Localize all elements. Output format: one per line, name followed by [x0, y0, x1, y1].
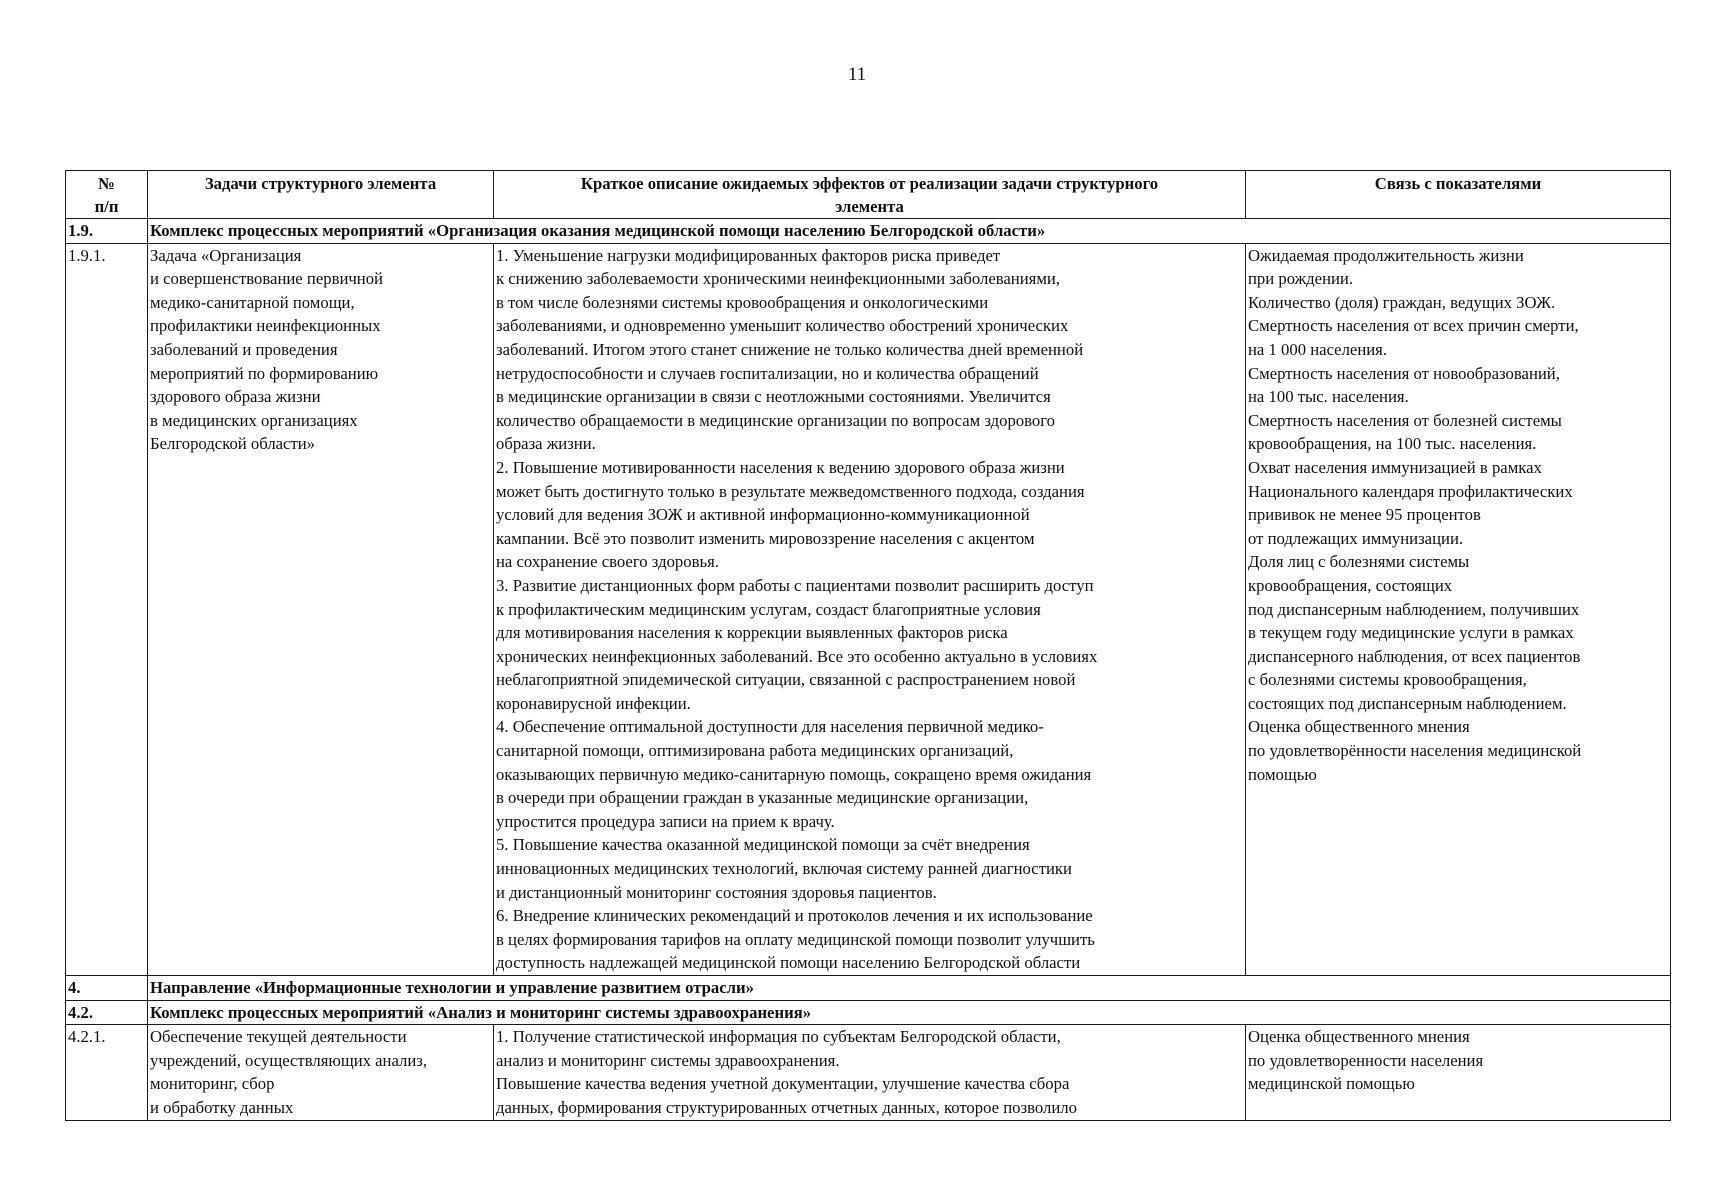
cell-text-line: 1. Получение статистической информация по субъектам Белгородской области,: [496, 1027, 1061, 1047]
cell-text-line: при рождении.: [1248, 269, 1354, 289]
cell-text-line: в том числе болезнями системы кровообращения и онкологическими: [496, 292, 989, 312]
cell-text-line: мероприятий по формированию: [150, 363, 379, 383]
cell-text-line: с болезнями системы кровообращения,: [1248, 670, 1527, 690]
cell-text-line: заболеваний и проведения: [150, 339, 338, 359]
cell-text-line: в медицинские организации в связи с неотложными состояниями. Увеличится: [496, 387, 1051, 407]
cell-text-line: прививок не менее 95 процентов: [1248, 505, 1481, 525]
cell-text-line: к снижению заболеваемости хроническими неинфекционными заболеваниями,: [496, 269, 1060, 289]
cell-text-line: санитарной помощи, оптимизирована работа медицинских организаций,: [496, 741, 1014, 761]
cell-text-line: инновационных медицинских технологий, включая систему ранней диагностики: [496, 859, 1072, 879]
cell-text-line: 3. Развитие дистанционных форм работы с пациентами позволит расширить доступ: [496, 575, 1094, 595]
cell-text-line: по удовлетворённости населения медицинской: [1248, 741, 1582, 761]
cell-text-line: коронавирусной инфекции.: [496, 693, 691, 713]
task-cell: [148, 243, 494, 975]
cell-text-line: учреждений, осуществляющих анализ,: [150, 1050, 428, 1070]
cell-text-line: Количество (доля) граждан, ведущих ЗОЖ.: [1248, 292, 1556, 312]
cell-text-line: заболеваний. Итогом этого станет снижение не только количества дней временной: [496, 339, 1084, 359]
section-number: 4.2.: [66, 1000, 148, 1025]
cell-text-line: по удовлетворенности населения: [1248, 1050, 1484, 1070]
cell-text-line: 6. Внедрение клинических рекомендаций и протоколов лечения и их использование: [496, 906, 1093, 926]
cell-text-line: состоящих под диспансерным наблюдением.: [1248, 693, 1567, 713]
cell-text-line: Смертность населения от новообразований,: [1248, 363, 1560, 383]
cell-text-line: мониторинг, сбор: [150, 1074, 275, 1094]
cell-text-line: неблагоприятной эпидемической ситуации, связанной с распространением новой: [496, 670, 1076, 690]
section-title: Комплекс процессных мероприятий «Анализ и мониторинг системы здравоохранения»: [148, 1000, 1671, 1025]
cell-text-line: медицинской помощью: [1248, 1074, 1415, 1094]
cell-text-line: под диспансерным наблюдением, получивших: [1248, 599, 1580, 619]
row-number: 4.2.1.: [66, 1025, 148, 1120]
cell-text-line: медико-санитарной помощи,: [150, 292, 355, 312]
cell-text-line: данных, формирования структурированных отчетных данных, которое позволило: [496, 1097, 1077, 1117]
cell-text-line: 2. Повышение мотивированности населения к ведению здорового образа жизни: [496, 457, 1065, 477]
cell-text-line: количество обращаемости в медицинские организации по вопросам здорового: [496, 410, 1056, 430]
cell-text-line: 4. Обеспечение оптимальной доступности для населения первичной медико-: [496, 717, 1044, 737]
indicators-cell: [1246, 243, 1671, 975]
table-row-4-2-1: [66, 1025, 1671, 1120]
cell-text-line: кампании. Всё это позволит изменить мировоззрение населения с акцентом: [496, 528, 1035, 548]
section-title: Направление «Информационные технологии и управление развитием отрасли»: [148, 976, 1671, 1001]
cell-text-line: оказывающих первичную медико-санитарную помощь, сокращено время ожидания: [496, 764, 1092, 784]
page-number: 11: [847, 64, 867, 85]
cell-text-line: условий для ведения ЗОЖ и активной информационно-коммуникационной: [496, 505, 1030, 525]
cell-text-line: Доля лиц с болезнями системы: [1248, 552, 1470, 572]
header-effects: [494, 171, 1246, 219]
cell-text-line: на сохранение своего здоровья.: [496, 552, 719, 572]
cell-text-line: от подлежащих иммунизации.: [1248, 528, 1464, 548]
cell-text-line: в очереди при обращении граждан в указанные медицинские организации,: [496, 788, 1029, 808]
header-effects-line: элемента: [835, 197, 904, 216]
cell-text-line: диспансерного наблюдения, от всех пациентов: [1248, 646, 1581, 666]
cell-text-line: Оценка общественного мнения: [1248, 1027, 1470, 1047]
cell-text-line: Оценка общественного мнения: [1248, 717, 1470, 737]
cell-text-line: Охват населения иммунизацией в рамках: [1248, 457, 1542, 477]
section-title: Комплекс процессных мероприятий «Организация оказания медицинской помощи населению Белгородской области»: [148, 219, 1671, 244]
cell-text-line: упростится процедура записи на прием к врачу.: [496, 811, 835, 831]
cell-text-line: Обеспечение текущей деятельности: [150, 1027, 407, 1047]
cell-text-line: хронических неинфекционных заболеваний. Все это особенно актуально в условиях: [496, 646, 1098, 666]
cell-text-line: доступность надлежащей медицинской помощи населению Белгородской области: [496, 953, 1081, 973]
cell-text-line: здорового образа жизни: [150, 387, 321, 407]
cell-text-line: Белгородской области»: [150, 434, 316, 454]
cell-text-line: Повышение качества ведения учетной документации, улучшение качества сбора: [496, 1074, 1070, 1094]
cell-text-line: Национального календаря профилактических: [1248, 481, 1573, 501]
effects-cell: [494, 1025, 1246, 1120]
cell-text-line: для мотивирования населения к коррекции выявленных факторов риска: [496, 623, 1008, 643]
cell-text-line: к профилактическим медицинским услугам, создаст благоприятные условия: [496, 599, 1041, 619]
cell-text-line: может быть достигнуто только в результате межведомственного подхода, создания: [496, 481, 1085, 501]
header-number: [66, 171, 148, 219]
task-cell: [148, 1025, 494, 1120]
header-tasks: Задачи структурного элемента: [148, 171, 494, 219]
header-effects-line: Краткое описание ожидаемых эффектов от реализации задачи структурного: [580, 174, 1159, 193]
cell-text-line: в целях формирования тарифов на оплату медицинской помощи позволит улучшить: [496, 929, 1095, 949]
cell-text-line: и совершенствование первичной: [150, 269, 383, 289]
cell-text-line: Задача «Организация: [150, 245, 302, 265]
cell-text-line: помощью: [1248, 764, 1317, 784]
cell-text-line: Смертность населения от всех причин смерти,: [1248, 316, 1579, 336]
cell-text-line: кровообращения, на 100 тыс. населения.: [1248, 434, 1537, 454]
cell-text-line: в медицинских организациях: [150, 410, 358, 430]
table-row-1-9-1: [66, 243, 1671, 975]
tasks-table: [65, 170, 1671, 1121]
section-row-4-2: [66, 1000, 1671, 1025]
section-row-1-9: [66, 219, 1671, 244]
table-header-row: [66, 171, 1671, 219]
header-number-line: п/п: [94, 197, 119, 216]
cell-text-line: на 1 000 населения.: [1248, 339, 1388, 359]
cell-text-line: Ожидаемая продолжительность жизни: [1248, 245, 1524, 265]
cell-text-line: и обработку данных: [150, 1097, 294, 1117]
cell-text-line: и дистанционный мониторинг состояния здоровья пациентов.: [496, 882, 937, 902]
cell-text-line: профилактики неинфекционных: [150, 316, 381, 336]
cell-text-line: в текущем году медицинские услуги в рамках: [1248, 623, 1574, 643]
section-number: 4.: [66, 976, 148, 1001]
cell-text-line: Смертность населения от болезней системы: [1248, 410, 1562, 430]
cell-text-line: анализ и мониторинг системы здравоохранения.: [496, 1050, 840, 1070]
section-row-4: [66, 976, 1671, 1001]
cell-text-line: нетрудоспособности и случаев госпитализации, но и количества обращений: [496, 363, 1039, 383]
cell-text-line: заболеваниями, и одновременно уменьшит количество обострений хронических: [496, 316, 1069, 336]
indicators-cell: [1246, 1025, 1671, 1120]
header-indicators: Связь с показателями: [1246, 171, 1671, 219]
row-number: 1.9.1.: [66, 243, 148, 975]
cell-text-line: кровообращения, состоящих: [1248, 575, 1453, 595]
header-number-line: №: [98, 174, 115, 193]
effects-cell: [494, 243, 1246, 975]
cell-text-line: образа жизни.: [496, 434, 596, 454]
cell-text-line: 1. Уменьшение нагрузки модифицированных факторов риска приведет: [496, 245, 1001, 265]
cell-text-line: 5. Повышение качества оказанной медицинской помощи за счёт внедрения: [496, 835, 1030, 855]
cell-text-line: на 100 тыс. населения.: [1248, 387, 1409, 407]
section-number: 1.9.: [66, 219, 148, 244]
